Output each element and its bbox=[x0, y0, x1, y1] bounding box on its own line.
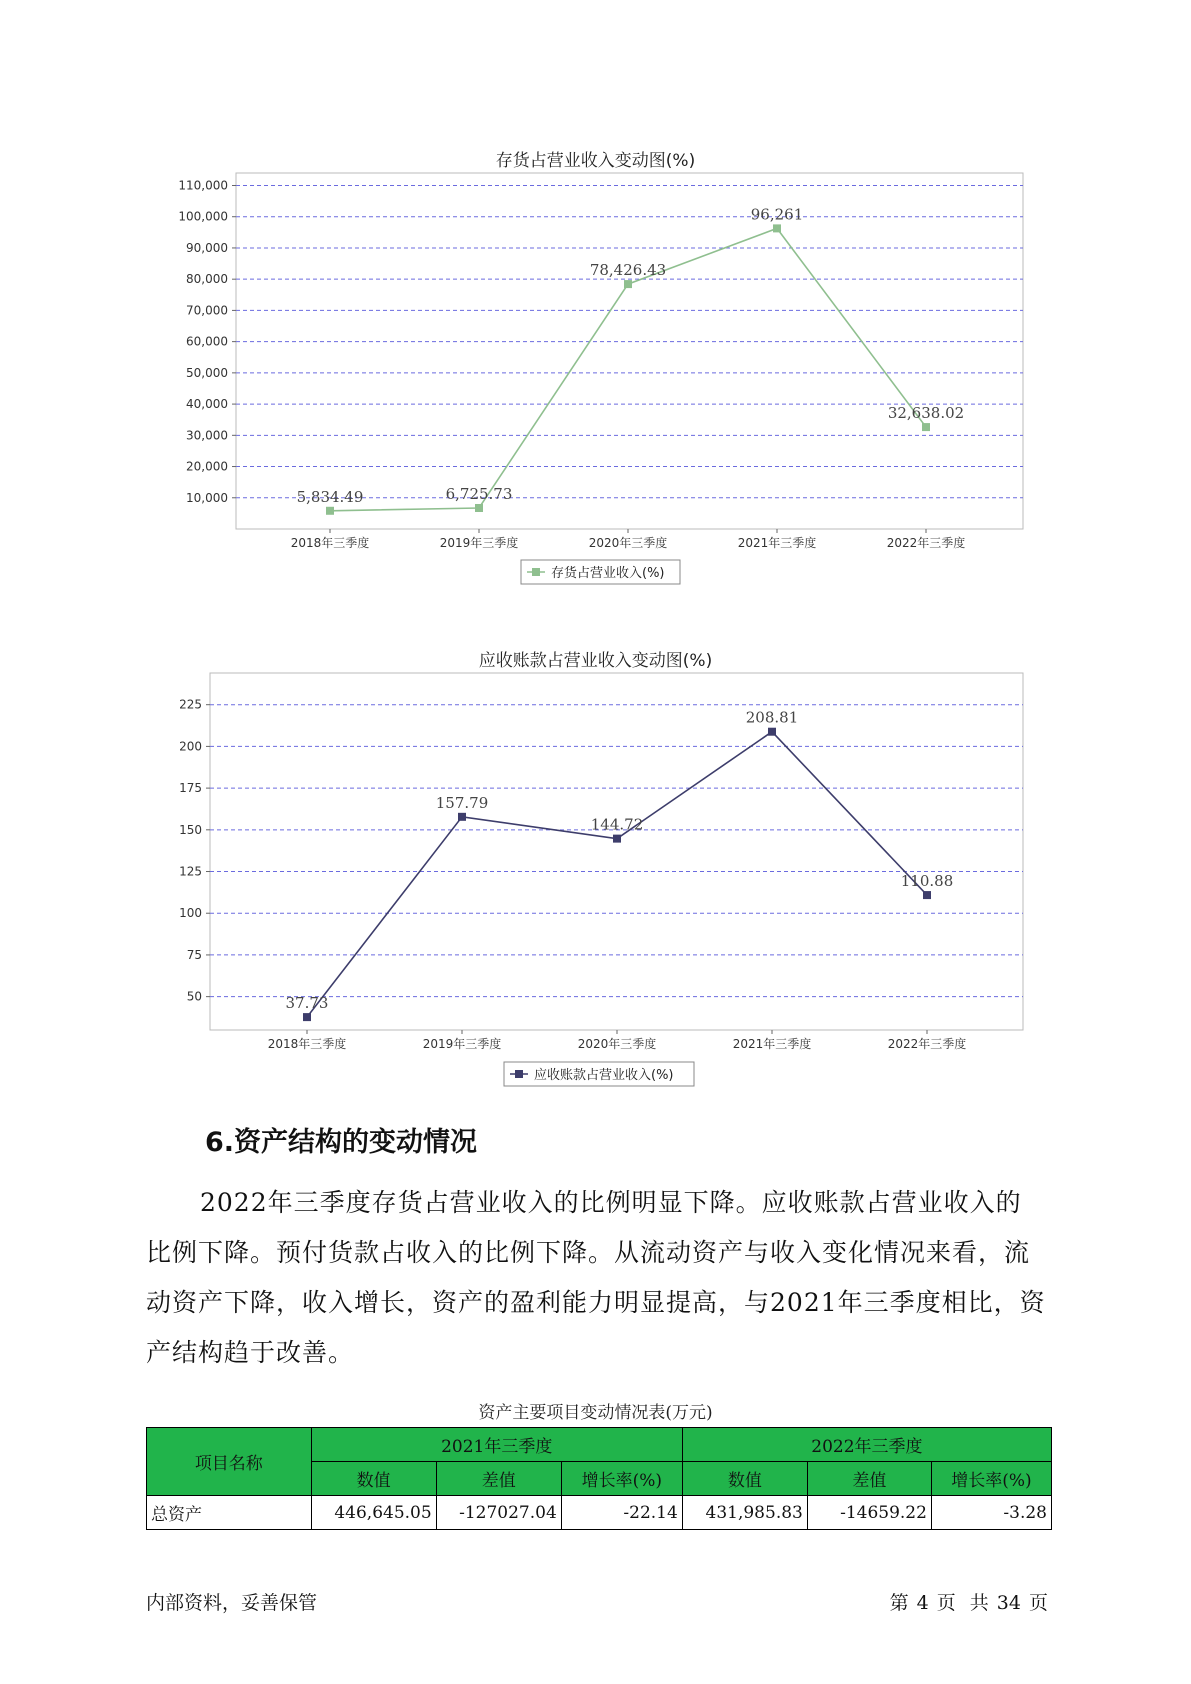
x-tick-label: 2020年三季度 bbox=[577, 1037, 657, 1051]
y-tick-label: 100,000 bbox=[178, 209, 228, 224]
data-label: 157.79 bbox=[435, 793, 489, 812]
section-paragraph: 2022年三季度存货占营业收入的比例明显下降。应收账款占营业收入的比例下降。预付货款占收入的比例下降。从流动资产与收入变化情况来看，流动资产下降，收入增长，资产的盈利能力明显提高，与2021年三季度相比，资产结构趋于改善。 bbox=[146, 1188, 1046, 1367]
y-tick-label: 150 bbox=[179, 822, 202, 837]
page-num: 4 bbox=[916, 1592, 929, 1614]
x-tick-label: 2021年三季度 bbox=[737, 536, 817, 550]
y-tick-label: 10,000 bbox=[186, 490, 228, 505]
x-tick-label: 2019年三季度 bbox=[422, 1037, 502, 1051]
sub-header: 增长率(%) bbox=[561, 1462, 682, 1496]
y-tick-label: 125 bbox=[179, 864, 202, 879]
table-caption: 资产主要项目变动情况表(万元) bbox=[478, 1403, 713, 1423]
sub-header: 增长率(%) bbox=[931, 1462, 1051, 1496]
data-label: 37.73 bbox=[285, 994, 329, 1013]
data-label: 96,261 bbox=[750, 205, 804, 224]
data-point bbox=[303, 1013, 311, 1021]
col-header-name: 项目名称 bbox=[147, 1428, 312, 1496]
total-unit: 页 bbox=[1028, 1592, 1048, 1614]
x-tick-label: 2022年三季度 bbox=[886, 536, 966, 550]
y-tick-label: 50 bbox=[186, 989, 202, 1004]
table-cell: 431,985.83 bbox=[682, 1496, 807, 1530]
y-tick-label: 200 bbox=[179, 739, 202, 754]
x-tick-label: 2019年三季度 bbox=[439, 536, 519, 550]
table-cell: -3.28 bbox=[931, 1496, 1051, 1530]
asset-change-table bbox=[146, 1427, 1052, 1530]
sub-header: 数值 bbox=[682, 1462, 807, 1496]
series-line bbox=[307, 732, 927, 1017]
y-tick-label: 70,000 bbox=[186, 303, 228, 318]
table-cell: -22.14 bbox=[561, 1496, 682, 1530]
y-tick-label: 75 bbox=[186, 947, 202, 962]
y-tick-label: 30,000 bbox=[186, 428, 228, 443]
row-name: 总资产 bbox=[147, 1496, 312, 1530]
data-point bbox=[923, 891, 931, 899]
y-tick-label: 40,000 bbox=[186, 397, 228, 412]
data-label: 208.81 bbox=[745, 708, 799, 727]
x-tick-label: 2021年三季度 bbox=[732, 1037, 812, 1051]
total-num: 34 bbox=[996, 1592, 1021, 1614]
table-cell: -14659.22 bbox=[807, 1496, 931, 1530]
data-label: 6,725.73 bbox=[445, 484, 513, 503]
x-tick-label: 2018年三季度 bbox=[290, 536, 370, 550]
y-tick-label: 80,000 bbox=[186, 272, 228, 287]
y-tick-label: 20,000 bbox=[186, 459, 228, 474]
data-point bbox=[613, 835, 621, 843]
data-point bbox=[458, 813, 466, 821]
period-header-2021: 2021年三季度 bbox=[311, 1428, 682, 1462]
data-label: 5,834.49 bbox=[296, 487, 364, 506]
table-cell: 446,645.05 bbox=[311, 1496, 436, 1530]
total-prefix: 共 bbox=[969, 1592, 989, 1614]
plot-frame bbox=[210, 673, 1023, 1030]
y-tick-label: 60,000 bbox=[186, 334, 228, 349]
data-point bbox=[768, 728, 776, 736]
sub-header: 数值 bbox=[311, 1462, 436, 1496]
data-label: 32,638.02 bbox=[887, 404, 965, 423]
data-label: 110.88 bbox=[900, 872, 954, 891]
period-header-2022: 2022年三季度 bbox=[682, 1428, 1051, 1462]
legend-label: 存货占营业收入(%) bbox=[551, 566, 665, 581]
sub-header: 差值 bbox=[436, 1462, 561, 1496]
page-unit: 页 bbox=[936, 1592, 956, 1614]
page-prefix: 第 bbox=[889, 1592, 909, 1614]
footer-confidential: 内部资料，妥善保管 bbox=[146, 1592, 318, 1614]
legend-marker bbox=[515, 1070, 523, 1078]
data-label: 78,426.43 bbox=[589, 261, 667, 280]
legend-label: 应收账款占营业收入(%) bbox=[534, 1068, 674, 1083]
data-label: 144.72 bbox=[590, 815, 644, 834]
y-tick-label: 110,000 bbox=[178, 178, 228, 193]
table-row bbox=[147, 1496, 1052, 1530]
y-tick-label: 100 bbox=[179, 906, 202, 921]
chart-1-title: 存货占营业收入变动图(%) bbox=[495, 151, 696, 171]
chart-2-title: 应收账款占营业收入变动图(%) bbox=[478, 651, 713, 671]
footer-page-number bbox=[886, 1588, 1052, 1615]
y-tick-label: 50,000 bbox=[186, 365, 228, 380]
x-tick-label: 2022年三季度 bbox=[887, 1037, 967, 1051]
x-tick-label: 2020年三季度 bbox=[588, 536, 668, 550]
y-tick-label: 175 bbox=[179, 781, 202, 796]
table-cell: -127027.04 bbox=[436, 1496, 561, 1530]
y-tick-label: 90,000 bbox=[186, 240, 228, 255]
x-tick-label: 2018年三季度 bbox=[267, 1037, 347, 1051]
y-tick-label: 225 bbox=[179, 697, 202, 712]
sub-header: 差值 bbox=[807, 1462, 931, 1496]
section-heading: 6.资产结构的变动情况 bbox=[205, 1127, 478, 1158]
